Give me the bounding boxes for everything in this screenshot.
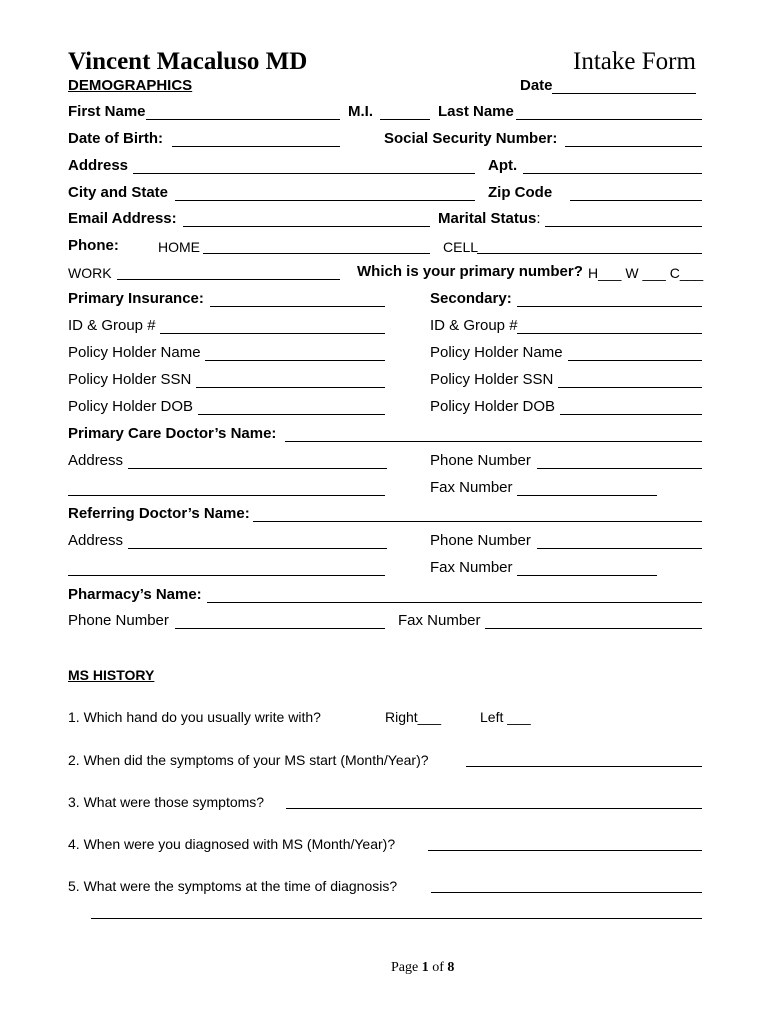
holder-ssn-label-left: Policy Holder SSN xyxy=(68,371,192,388)
city-state-label: City and State xyxy=(68,184,169,201)
home-phone-field[interactable] xyxy=(203,253,430,254)
dob-field[interactable] xyxy=(172,146,340,147)
apt-label: Apt. xyxy=(488,157,518,174)
email-label: Email Address: xyxy=(68,210,177,227)
of-word: of xyxy=(432,960,444,975)
referring-address-label: Address xyxy=(68,532,124,549)
first-name-label: First Name xyxy=(68,103,146,120)
q2-answer-field[interactable] xyxy=(466,766,702,767)
q1-left-option[interactable]: Left ___ xyxy=(480,709,531,725)
id-group-field-left[interactable] xyxy=(160,333,385,334)
city-state-field[interactable] xyxy=(175,200,475,201)
current-page: 1 xyxy=(421,960,429,975)
referring-fax-field[interactable] xyxy=(517,575,657,576)
form-title: Intake Form xyxy=(573,48,696,75)
marital-status-text: Marital Status xyxy=(438,210,537,227)
referring-phone-field[interactable] xyxy=(537,548,702,549)
marital-status-colon: : xyxy=(536,210,541,227)
holder-ssn-field-left[interactable] xyxy=(196,387,385,388)
question-3: 3. What were those symptoms? xyxy=(68,794,265,810)
holder-ssn-label-right: Policy Holder SSN xyxy=(430,371,554,388)
primary-number-options[interactable]: H___ W ___ C___ xyxy=(588,265,704,281)
referring-name-field[interactable] xyxy=(253,521,702,522)
secondary-insurance-field[interactable] xyxy=(517,306,702,307)
holder-name-field-left[interactable] xyxy=(205,360,385,361)
pharmacy-fax-field[interactable] xyxy=(485,628,702,629)
holder-name-label-right: Policy Holder Name xyxy=(430,344,563,361)
date-label: Date xyxy=(520,77,553,94)
primary-number-label: Which is your primary number? xyxy=(357,263,583,280)
pcp-phone-field[interactable] xyxy=(537,468,702,469)
cell-phone-field[interactable] xyxy=(477,253,702,254)
home-label: HOME xyxy=(158,239,200,255)
pharmacy-name-label: Pharmacy’s Name: xyxy=(68,586,202,603)
holder-ssn-field-right[interactable] xyxy=(558,387,702,388)
q1-right-option[interactable]: Right___ xyxy=(385,709,442,725)
cell-label: CELL xyxy=(443,239,479,255)
holder-dob-label-right: Policy Holder DOB xyxy=(430,398,556,415)
work-phone-field[interactable] xyxy=(117,279,340,280)
holder-dob-field-right[interactable] xyxy=(560,414,702,415)
id-group-field-right[interactable] xyxy=(517,333,702,334)
address-field[interactable] xyxy=(133,173,475,174)
page-indicator xyxy=(391,960,454,976)
id-group-label-left: ID & Group # xyxy=(68,317,156,334)
first-name-field[interactable] xyxy=(146,119,340,120)
last-name-field[interactable] xyxy=(516,119,702,120)
ssn-field[interactable] xyxy=(565,146,702,147)
pcp-phone-label: Phone Number xyxy=(430,452,531,469)
ms-history-heading: MS HISTORY xyxy=(68,667,155,683)
pcp-address-field[interactable] xyxy=(128,468,387,469)
primary-insurance-field[interactable] xyxy=(210,306,385,307)
q3-answer-field[interactable] xyxy=(286,808,702,809)
secondary-insurance-label: Secondary: xyxy=(430,290,512,307)
total-pages: 8 xyxy=(447,960,455,975)
referring-name-label: Referring Doctor’s Name: xyxy=(68,505,250,522)
question-5: 5. What were the symptoms at the time of diagnosis? xyxy=(68,878,398,894)
ssn-label: Social Security Number: xyxy=(384,130,558,147)
q5-answer-field[interactable] xyxy=(431,892,702,893)
practice-name: Vincent Macaluso MD xyxy=(68,48,308,75)
holder-dob-field-left[interactable] xyxy=(198,414,385,415)
pcp-address-field-2[interactable] xyxy=(68,495,385,496)
mi-field[interactable] xyxy=(380,119,430,120)
zip-field[interactable] xyxy=(570,200,702,201)
dob-label: Date of Birth: xyxy=(68,130,163,147)
marital-status-field[interactable] xyxy=(545,226,702,227)
email-field[interactable] xyxy=(183,226,430,227)
date-field[interactable] xyxy=(552,93,696,94)
question-4: 4. When were you diagnosed with MS (Month/Year)? xyxy=(68,836,396,852)
primary-insurance-label: Primary Insurance: xyxy=(68,290,204,307)
last-name-label: Last Name xyxy=(438,103,514,120)
pcp-name-field[interactable] xyxy=(285,441,702,442)
pharmacy-name-field[interactable] xyxy=(207,602,702,603)
referring-fax-label: Fax Number xyxy=(430,559,513,576)
holder-dob-label-left: Policy Holder DOB xyxy=(68,398,194,415)
page-word: Page xyxy=(391,960,419,975)
work-label: WORK xyxy=(68,265,112,281)
apt-field[interactable] xyxy=(523,173,702,174)
address-label: Address xyxy=(68,157,129,174)
question-2: 2. When did the symptoms of your MS start (Month/Year)? xyxy=(68,752,429,768)
pcp-fax-field[interactable] xyxy=(517,495,657,496)
holder-name-field-right[interactable] xyxy=(568,360,702,361)
referring-address-field-2[interactable] xyxy=(68,575,385,576)
q4-answer-field[interactable] xyxy=(428,850,702,851)
pharmacy-phone-label: Phone Number xyxy=(68,612,169,629)
question-1: 1. Which hand do you usually write with? xyxy=(68,709,321,725)
zip-label: Zip Code xyxy=(488,184,553,201)
referring-phone-label: Phone Number xyxy=(430,532,531,549)
demographics-heading: DEMOGRAPHICS xyxy=(68,77,193,94)
holder-name-label-left: Policy Holder Name xyxy=(68,344,201,361)
referring-address-field[interactable] xyxy=(128,548,387,549)
marital-status-label xyxy=(438,210,541,228)
pharmacy-fax-label: Fax Number xyxy=(398,612,481,629)
pcp-address-label: Address xyxy=(68,452,124,469)
q5-answer-field-2[interactable] xyxy=(91,918,702,919)
pcp-name-label: Primary Care Doctor’s Name: xyxy=(68,425,277,442)
id-group-label-right: ID & Group # xyxy=(430,317,518,334)
pharmacy-phone-field[interactable] xyxy=(175,628,385,629)
mi-label: M.I. xyxy=(348,103,373,120)
pcp-fax-label: Fax Number xyxy=(430,479,513,496)
phone-label: Phone: xyxy=(68,237,119,254)
